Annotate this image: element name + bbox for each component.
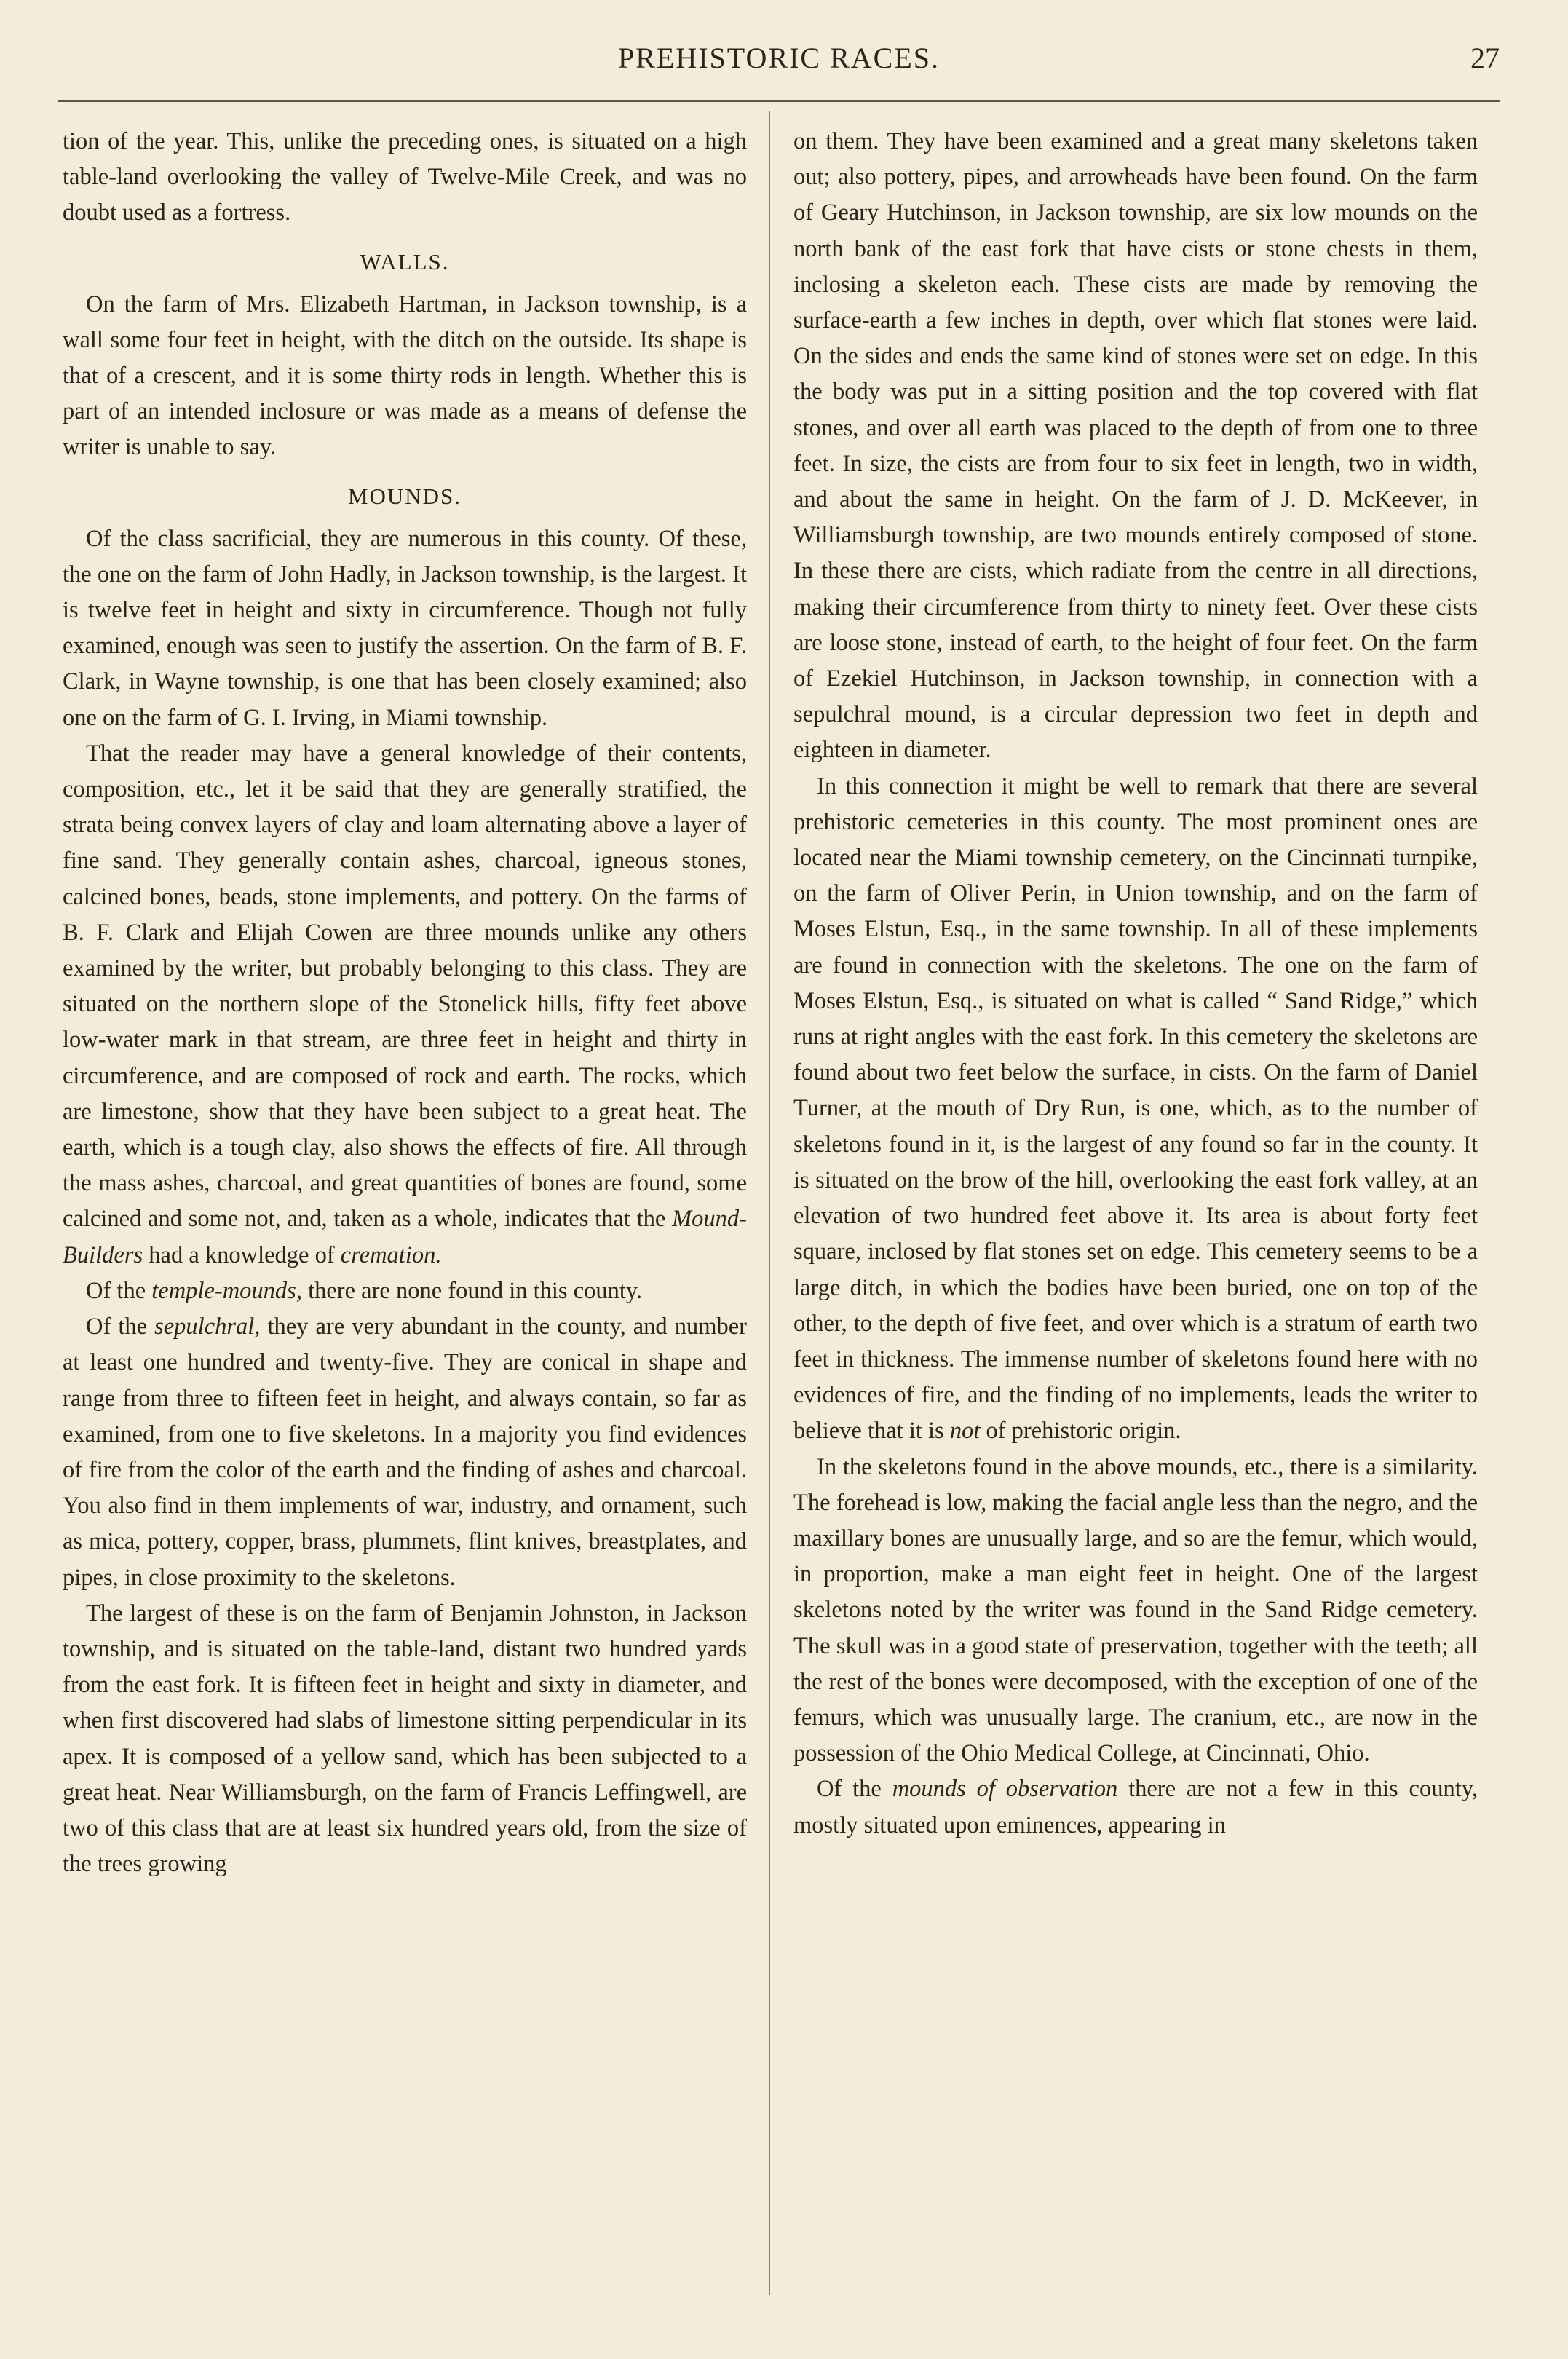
right-column (793, 124, 1478, 1844)
paragraph (63, 736, 747, 1273)
section-heading-mounds: MOUNDS. (347, 483, 462, 509)
paragraph: The largest of these is on the farm of Benjamin Johnston, in Jackson township, and is situated on the table-land, distant two hundred yards from the east fork. It is fifteen feet in height and sixty in diameter, and when first discovered had slabs of limestone sitting perpendicular in its apex. It is composed of a yellow sand, which has been subjected to a great heat. Near Williamsburgh, on the farm of Francis Leffingwell, are two of this class that are at least six hundred years old, from the size of the trees growing (63, 1600, 747, 1878)
text-run: there are none found in this county. (308, 1277, 643, 1304)
paragraph (63, 1309, 747, 1596)
text-run: In this connection it might be well to remark that there are several prehistoric cemeteries in this county. The most prominent ones are located near the Miami township cemetery, on the Cincinnati turnpike, on the farm of Oliver Perin, in Union township, and on the farm of Moses Elstun, Esq., in the same township. In all of these implements are found in connection with the skeletons. The one on the farm of Moses Elstun, Esq., is situated on what is called “ Sand Ridge,” which runs at right angles with the east fork. In this cemetery the skeletons are found about two feet below the surface, in cists. On the farm of Daniel Turner, at the mouth of Dry Run, is one, which, as to the number of skeletons found in it, is the largest of any found so far in the county. It is situated on the brow of the hill, overlooking the east fork valley, at an elevation of two hundred feet above it. Its area is about forty feet square, inclosed by flat stones set on edge. This cemetery seems to be a large ditch, in which the bodies have been buried, one on top of the other, to the depth of five feet, and over which is a stratum of earth two feet in thickness. The immense number of skeletons found here with no evidences of fire, and the finding of no implements, leads the writer to believe that it is (793, 772, 1478, 1445)
paragraph: tion of the year. This, unlike the preceding ones, is situated on a high table-land overlooking the valley of Twelve-Mile Creek, and was no doubt used as a fortress. (63, 128, 747, 226)
text-run: Of the (86, 1277, 146, 1304)
running-head (58, 41, 1500, 84)
paragraph: In the skeletons found in the above mounds, etc., there is a similarity. The forehead is low, making the facial angle less than the negro, and the maxillary bones are unusually large, and so are the femur, which would, in proportion, make a man eight feet in height. One of the largest skeletons noted by the writer was found in the Sand Ridge cemetery. The skull was in a good state of preservation, together with the teeth; all the rest of the bones were decomposed, with the exception of one of the femurs, which was unusually large. The cranium, etc., are now in the possession of the Ohio Medical College, at Cincinnati, Ohio. (793, 1453, 1478, 1767)
text-run: of prehistoric origin. (986, 1418, 1181, 1445)
italic-run: mounds of observation (892, 1776, 1118, 1803)
running-title: PREHISTORIC RACES. (617, 42, 940, 74)
italic-run: cremation. (340, 1241, 442, 1268)
text-run: That the reader may have a general knowledge of their contents, composition, etc., let it be said that they are generally stratified, the strata being convex layers of clay and loam alternating above a layer of fine sand. They generally contain ashes, charcoal, igneous stones, calcined bones, beads, stone implements, and pottery. On the farms of B. F. Clark and Elijah Cowen are three mounds unlike any others examined by the writer, but probably belonging to this class. They are situated on the northern slope of the Stonelick hills, fifty feet above low-water mark in that stream, are three feet in height and thirty in circumference, and are composed of rock and earth. The rocks, which are limestone, show that they have been subject to a great heat. The earth, which is a tough clay, also shows the effects of fire. All through the mass ashes, charcoal, and great quantities of bones are found, some calcined and some not, and, taken as a whole, indicates that the (63, 740, 747, 1233)
text-run: Of the (86, 1313, 148, 1340)
paragraph: Of the class sacrificial, they are numerous in this county. Of these, the one on the farm of John Hadly, in Jackson township, is the largest. It is twelve feet in height and sixty in circumference. Though not fully examined, enough was seen to justify the assertion. On the farm of B. F. Clark, in Wayne township, is one that has been closely examined; also one on the farm of G. I. Irving, in Miami township. (63, 525, 747, 731)
italic-run: not (949, 1418, 981, 1445)
page-number: 27 (1470, 42, 1500, 74)
text-run: Of the (817, 1776, 882, 1803)
left-column (63, 124, 747, 1882)
text-run: there are not a few in this county, mostly situated upon eminences, appearing in (793, 1776, 1478, 1838)
italic-run: temple-mounds, (151, 1277, 302, 1304)
paragraph (793, 769, 1478, 1450)
column-divider (769, 111, 770, 2295)
paragraph: On the farm of Mrs. Elizabeth Hartman, in Jackson township, is a wall some four feet in height, with the ditch on the outside. Its shape is that of a crescent, and it is some thirty rods in length. Whether this is part of an intended inclosure or was made as a means of defense the writer is unable to say. (63, 291, 747, 461)
italic-run: sepulchral, (154, 1313, 261, 1340)
paragraph: on them. They have been examined and a great many skeletons taken out; also pottery, pipes, and arrowheads have been found. On the farm of Geary Hutchinson, in Jackson township, are six low mounds on the north bank of the east fork that have cists or stone chests in them, inclosing a skeleton each. These cists are made by removing the surface-earth a few inches in depth, over which flat stones were laid. On the sides and ends the same kind of stones were set on edge. In this the body was put in a sitting position and the top covered with flat stones, and over all earth was placed to the depth of from one to three feet. In size, the cists are from four to six feet in length, two in width, and about the same in height. On the farm of J. D. McKeever, in Williamsburgh township, are two mounds entirely composed of stone. In these there are cists, which radiate from the centre in all directions, making their circumference from thirty to ninety feet. Over these cists are loose stone, instead of earth, to the height of four feet. On the farm of Ezekiel Hutchinson, in Jackson township, in connection with a sepulchral mound, is a circular depression two feet in depth and eighteen in diameter. (793, 128, 1478, 764)
text-run: they are very abundant in the county, and number at least one hundred and twenty-five. They are conical in shape and range from three to fifteen feet in height, and always contain, so far as examined, from one to five skeletons. In a majority you find evidences of fire from the color of the earth and the finding of ashes and charcoal. You also find in them implements of war, industry, and ornament, such as mica, pottery, copper, brass, plummets, flint knives, breastplates, and pipes, in close proximity to the skeletons. (63, 1313, 747, 1591)
text-run: had a knowledge of (149, 1241, 335, 1268)
italic-run: Mound-Builders (63, 1206, 748, 1268)
paragraph (63, 1273, 747, 1309)
paragraph (793, 1771, 1478, 1843)
header-rule (58, 100, 1500, 102)
section-heading-walls: WALLS. (360, 248, 450, 274)
